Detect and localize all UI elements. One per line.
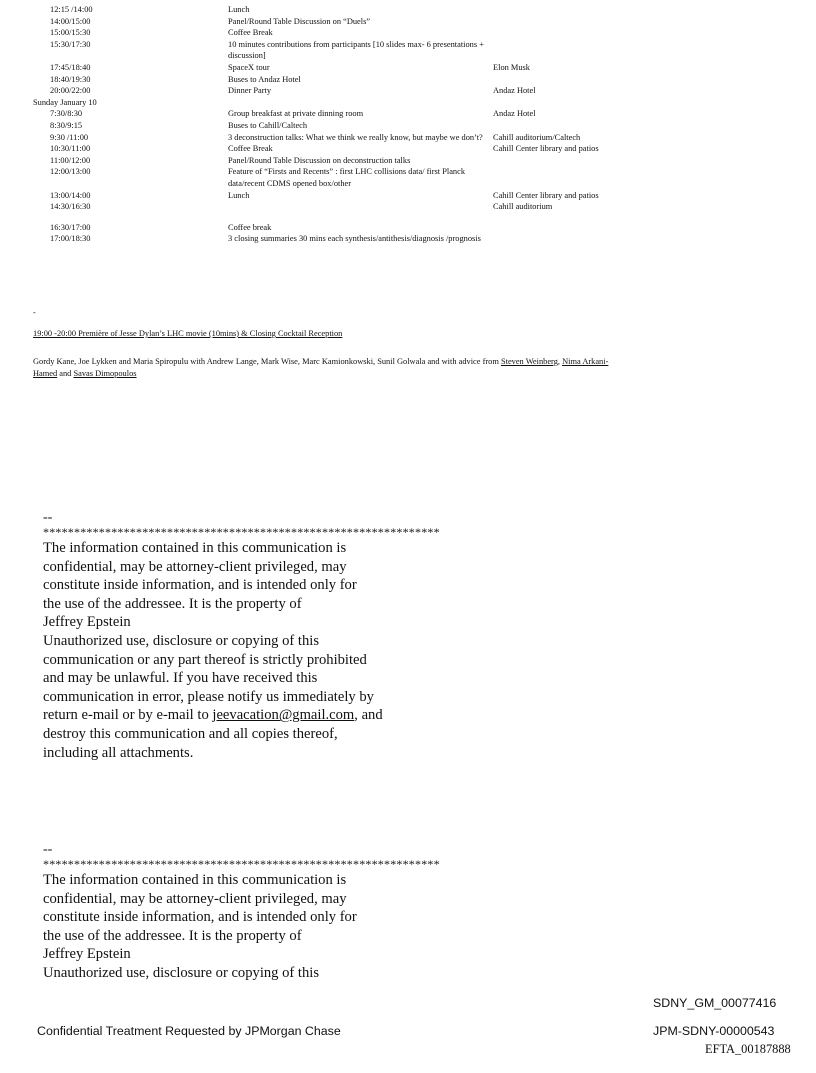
schedule-time: 7:30/8:30	[50, 109, 83, 119]
efta-number: EFTA_00187888	[705, 1042, 791, 1056]
schedule-time: 8:30/9:15	[50, 120, 83, 130]
organizers-paragraph: Gordy Kane, Joe Lykken and Maria Spiropulu with Andrew Lange, Mark Wise, Marc Kamionkowski, Sunil Golwala and with advice from Steven Weinberg, Nima Arkani-Hamed and Savas Dimopoulos	[33, 357, 609, 378]
schedule-row	[33, 222, 733, 234]
disclaimer-line: constitute inside information, and is intended only for	[43, 577, 357, 594]
schedule-description: Lunch	[228, 190, 250, 200]
schedule-row	[33, 85, 733, 97]
disclaimer-line: the use of the addressee. It is the property of	[43, 927, 302, 944]
schedule-time: 14:00/15:00	[50, 16, 91, 26]
disclaimer-line: communication in error, please notify us immediately by	[43, 688, 374, 705]
disclaimer-line: Jeffrey Epstein	[43, 614, 131, 631]
schedule-table	[33, 4, 733, 245]
schedule-row	[33, 16, 733, 28]
schedule-row	[33, 132, 733, 144]
schedule-description: SpaceX tour	[228, 62, 270, 72]
dash-mark: -	[33, 308, 36, 317]
schedule-location: Andaz Hotel	[493, 109, 536, 119]
schedule-description	[228, 201, 490, 213]
schedule-description	[228, 97, 490, 109]
schedule-time: 16:30/17:00	[50, 222, 91, 232]
disclaimer-line: including all attachments.	[43, 744, 194, 761]
schedule-time: 12:15 /14:00	[50, 5, 93, 14]
disclaimer-line: The information contained in this communication is	[43, 872, 347, 888]
schedule-time: 14:30/16:30	[50, 202, 91, 212]
schedule-row	[33, 143, 733, 155]
schedule-row	[33, 74, 733, 86]
bates-number: SDNY_GM_00077416	[653, 996, 777, 1010]
closing-reception-line: 19:00 -20:00 Première of Jesse Dylan’s LHC movie (10mins) & Closing Cocktail Reception	[33, 329, 343, 338]
disclaimer-line: constitute inside information, and is intended only for	[43, 909, 357, 926]
schedule-row	[33, 27, 733, 39]
schedule-description: Coffee Break	[228, 28, 273, 38]
disclaimer-block	[43, 843, 513, 983]
schedule-description: 10 minutes contributions from participants [10 slides max- 6 presentations + discussion]	[228, 39, 484, 61]
schedule-day-heading: Sunday January 10	[33, 97, 97, 107]
confidential-notice: Confidential Treatment Requested by JPMorgan Chase	[37, 1024, 341, 1038]
schedule-description: Coffee Break	[228, 144, 273, 154]
disclaimer-line: the use of the addressee. It is the property of	[43, 595, 302, 612]
schedule-row	[33, 201, 733, 213]
schedule-row	[33, 120, 733, 132]
schedule-time: 15:00/15:30	[50, 28, 91, 38]
schedule-description: Group breakfast at private dinning room	[228, 109, 364, 119]
disclaimer-line: Unauthorized use, disclosure or copying of this	[43, 632, 320, 649]
schedule-row	[33, 155, 733, 167]
schedule-location: Cahill Center library and patios	[493, 190, 599, 200]
separator-stars: ****************************************************************	[43, 857, 440, 871]
schedule-time: 17:00/18:30	[50, 234, 91, 244]
disclaimer-lines	[43, 871, 513, 983]
schedule-location: Cahill auditorium/Caltech	[493, 132, 581, 142]
schedule-row	[33, 108, 733, 120]
separator-dashes: --	[43, 842, 53, 857]
schedule-row	[33, 166, 733, 189]
jpm-bates-number: JPM-SDNY-00000543	[653, 1024, 775, 1038]
disclaimer-line: Unauthorized use, disclosure or copying of this	[43, 964, 320, 981]
disclaimer-lines	[43, 539, 513, 706]
schedule-description: 3 closing summaries 30 mins each synthesis/antithesis/diagnosis /prognosis	[228, 234, 481, 244]
schedule-row	[33, 97, 733, 109]
disclaimer-lines	[43, 725, 513, 762]
schedule-description: Panel/Round Table Discussion on “Duels”	[228, 16, 371, 26]
schedule-description: Buses to Andaz Hotel	[228, 74, 301, 84]
organizers-text: Gordy Kane, Joe Lykken and Maria Spiropulu with Andrew Lange, Mark Wise, Marc Kamionkowski, Sunil Golwala and with advice from	[33, 357, 501, 366]
schedule-location: Cahill Center library and patios	[493, 144, 599, 154]
disclaimer-line: destroy this communication and all copies thereof,	[43, 725, 338, 742]
organizer-name-link[interactable]: Nima Arkani-Hamed	[33, 357, 609, 378]
disclaimer-line: confidential, may be attorney-client privileged, may	[43, 558, 347, 575]
schedule-time: 10:30/11:00	[50, 144, 91, 154]
organizer-name-link[interactable]: Savas Dimopoulos	[73, 368, 137, 378]
schedule-time: 12:00/13:00	[50, 167, 91, 177]
schedule-time: 11:00/12:00	[50, 155, 91, 165]
disclaimer-line: confidential, may be attorney-client privileged, may	[43, 890, 347, 907]
schedule-description: Dinner Party	[228, 86, 272, 96]
disclaimer-line: and may be unlawful. If you have received this	[43, 670, 318, 687]
schedule-description: 3 deconstruction talks: What we think we really know, but maybe we don’t?	[228, 132, 483, 142]
schedule-time: 20:00/22:00	[50, 86, 91, 96]
disclaimer-line: Jeffrey Epstein	[43, 946, 131, 963]
separator-dashes: --	[43, 510, 53, 525]
schedule-row	[33, 39, 733, 62]
email-link[interactable]: jeevacation@gmail.com	[212, 707, 355, 724]
schedule-description: Panel/Round Table Discussion on deconstruction talks	[228, 155, 411, 165]
disclaimer-line: The information contained in this communication is	[43, 540, 347, 556]
schedule-row	[33, 62, 733, 74]
schedule-time: 13:00/14:00	[50, 190, 91, 200]
schedule-time: 17:45/18:40	[50, 62, 91, 72]
schedule-description: Coffee break	[228, 222, 272, 232]
disclaimer-block	[43, 511, 513, 762]
schedule-time: 15:30/17:30	[50, 39, 91, 49]
schedule-location: Elon Musk	[493, 62, 530, 72]
schedule-description: Buses to Cahill/Caltech	[228, 120, 308, 130]
schedule-row	[33, 233, 733, 245]
disclaimer-email-line: return e-mail or by e-mail to jeevacation@gmail.com, and	[43, 707, 383, 724]
schedule-description: Feature of “Firsts and Recents” : first LHC collisions data/ first Planck data/recent CDMS opened box/other	[228, 167, 466, 188]
schedule-row	[33, 4, 733, 16]
disclaimer-line: communication or any part thereof is strictly prohibited	[43, 651, 367, 668]
schedule-time: 9:30 /11:00	[50, 132, 89, 142]
separator-stars: ****************************************************************	[43, 525, 440, 539]
schedule-location: Andaz Hotel	[493, 86, 536, 96]
schedule-time: 18:40/19:30	[50, 74, 91, 84]
organizer-name-link[interactable]: Steven Weinberg	[500, 357, 558, 366]
schedule-location: Cahill auditorium	[493, 202, 553, 212]
schedule-description: Lunch	[228, 5, 250, 14]
schedule-row	[33, 190, 733, 202]
